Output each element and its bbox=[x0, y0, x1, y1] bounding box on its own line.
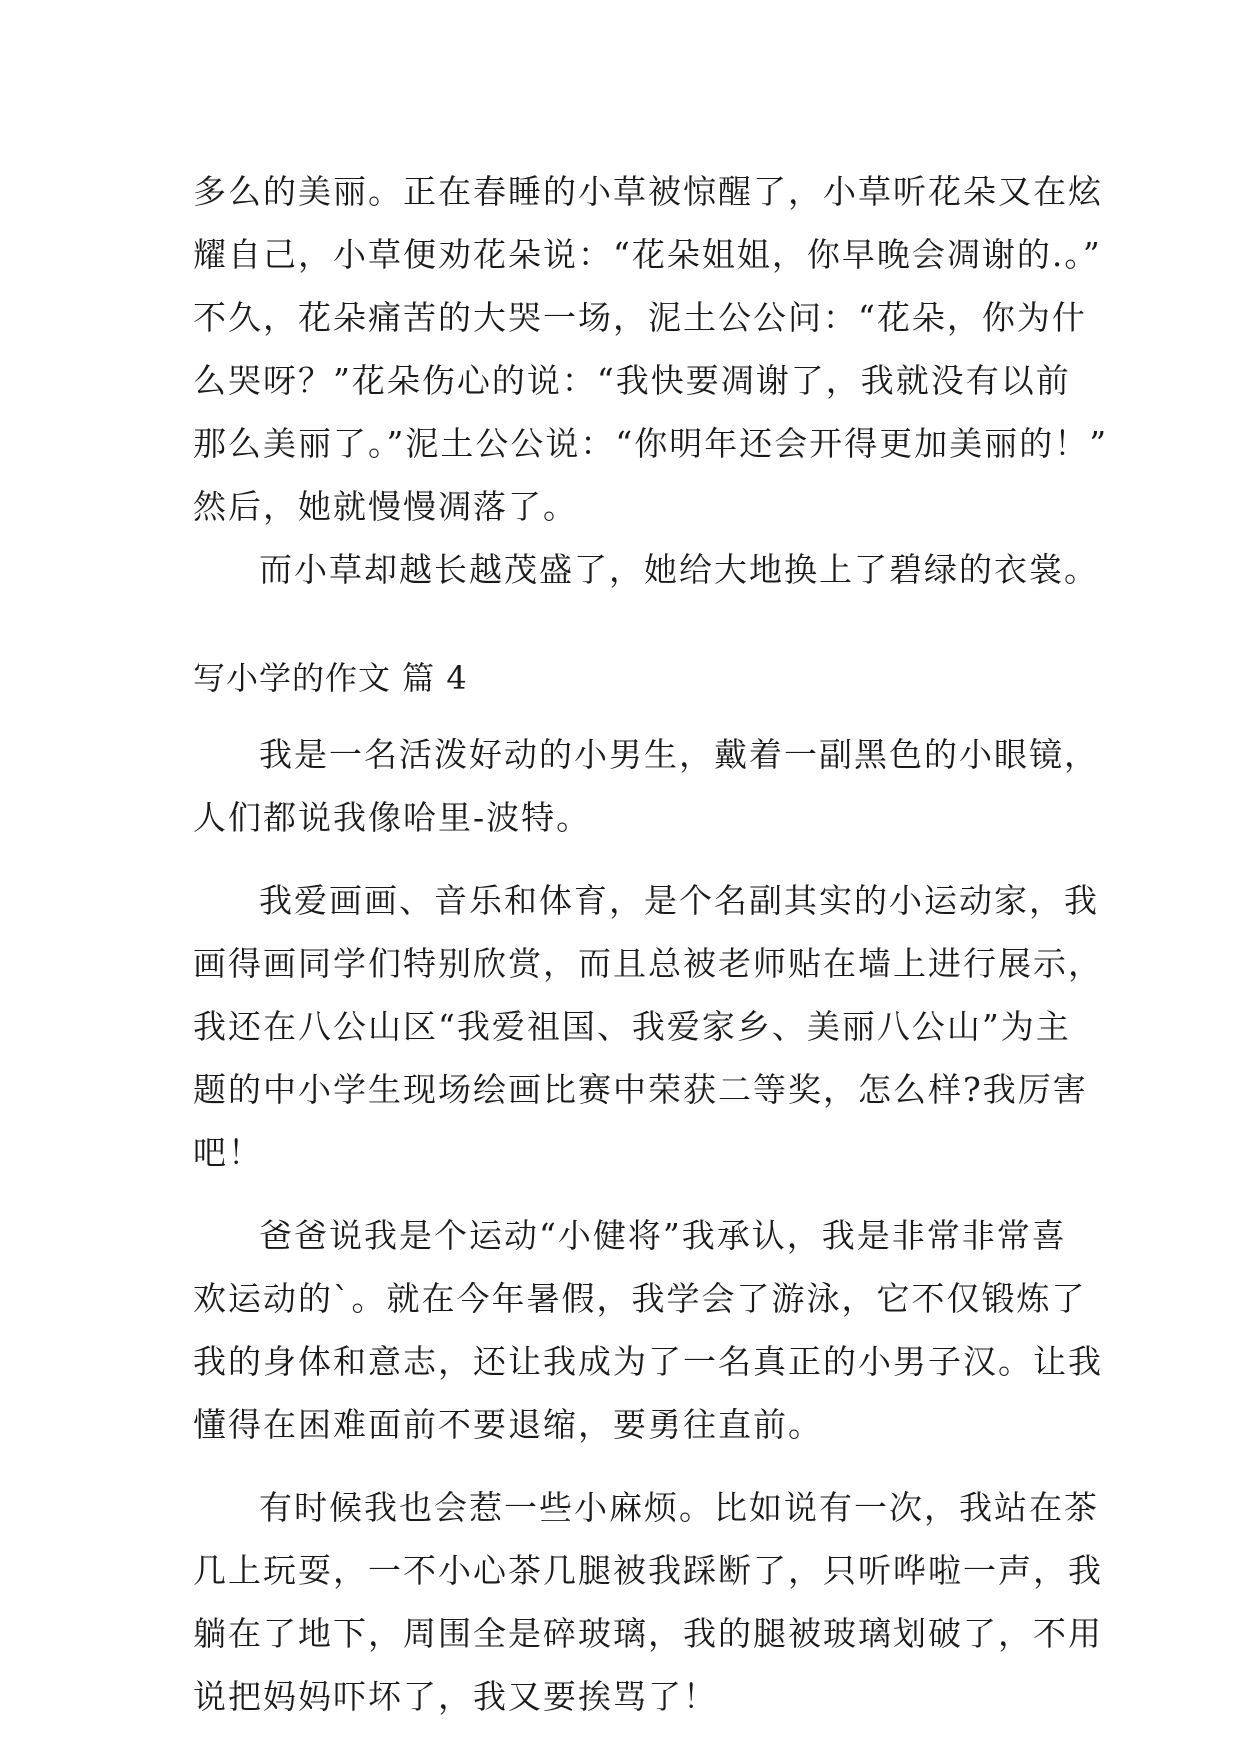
text-line: 欢运动的`。就在今年暑假，我学会了游泳，它不仅锻炼了 bbox=[193, 1279, 1087, 1318]
text-line: 不久，花朵痛苦的大哭一场，泥土公公问：“花朵，你为什 bbox=[193, 298, 1087, 337]
section-gap bbox=[193, 601, 1063, 653]
text-line: 躺在了地下，周围全是碎玻璃，我的腿被玻璃划破了，不用 bbox=[193, 1614, 1103, 1653]
text-line: 我的身体和意志，还让我成为了一名真正的小男子汉。让我 bbox=[193, 1342, 1103, 1381]
paragraph bbox=[193, 723, 1099, 849]
paragraph bbox=[193, 538, 1099, 601]
paragraph bbox=[193, 1476, 1103, 1728]
text-line: 多么的美丽。正在春睡的小草被惊醒了，小草听花朵又在炫 bbox=[193, 172, 1103, 211]
paragraph bbox=[193, 1204, 1103, 1456]
text-line: 然后，她就慢慢凋落了。 bbox=[193, 487, 578, 526]
text-line: 人们都说我像哈里-波特。 bbox=[193, 798, 592, 837]
text-line: 我是一名活泼好动的小男生，戴着一副黑色的小眼镜， bbox=[259, 735, 1099, 774]
paragraph-gap bbox=[193, 849, 1063, 869]
text-line: 爸爸说我是个运动“小健将”我承认，我是非常非常喜 bbox=[259, 1216, 1067, 1255]
text-line: 那么美丽了。”泥土公公说：“你明年还会开得更加美丽的！” bbox=[193, 424, 1109, 463]
text-line: 说把妈妈吓坏了，我又要挨骂了！ bbox=[193, 1677, 718, 1716]
text-line: 我爱画画、音乐和体育，是个名副其实的小运动家，我 bbox=[259, 881, 1099, 920]
paragraph bbox=[193, 160, 1109, 538]
text-line: 么哭呀？”花朵伤心的说：“我快要凋谢了，我就没有以前 bbox=[193, 361, 1071, 400]
text-line: 画得画同学们特别欣赏，而且总被老师贴在墙上进行展示， bbox=[193, 944, 1103, 983]
paragraph-gap bbox=[193, 1184, 1063, 1204]
text-line: 吧！ bbox=[193, 1133, 263, 1172]
text-line: 耀自己，小草便劝花朵说：“花朵姐姐，你早晚会凋谢的.。” bbox=[193, 235, 1102, 274]
text-line: 几上玩耍，一不小心茶几腿被我踩断了，只听哗啦一声，我 bbox=[193, 1551, 1103, 1590]
paragraph bbox=[193, 869, 1103, 1184]
text-line: 我还在八公山区“我爱祖国、我爱家乡、美丽八公山”为主 bbox=[193, 1007, 1071, 1046]
text-line: 懂得在困难面前不要退缩，要勇往直前。 bbox=[193, 1405, 823, 1444]
document-page bbox=[193, 160, 1109, 1728]
heading-gap bbox=[193, 703, 1063, 723]
text-line: 题的中小学生现场绘画比赛中荣获二等奖，怎么样?我厉害 bbox=[193, 1070, 1088, 1109]
text-line: 而小草却越长越茂盛了，她给大地换上了碧绿的衣裳。 bbox=[259, 550, 1099, 589]
section-heading: 写小学的作文 篇 4 bbox=[193, 659, 468, 697]
paragraph-gap bbox=[193, 1456, 1063, 1476]
text-line: 有时候我也会惹一些小麻烦。比如说有一次，我站在茶 bbox=[259, 1488, 1099, 1527]
